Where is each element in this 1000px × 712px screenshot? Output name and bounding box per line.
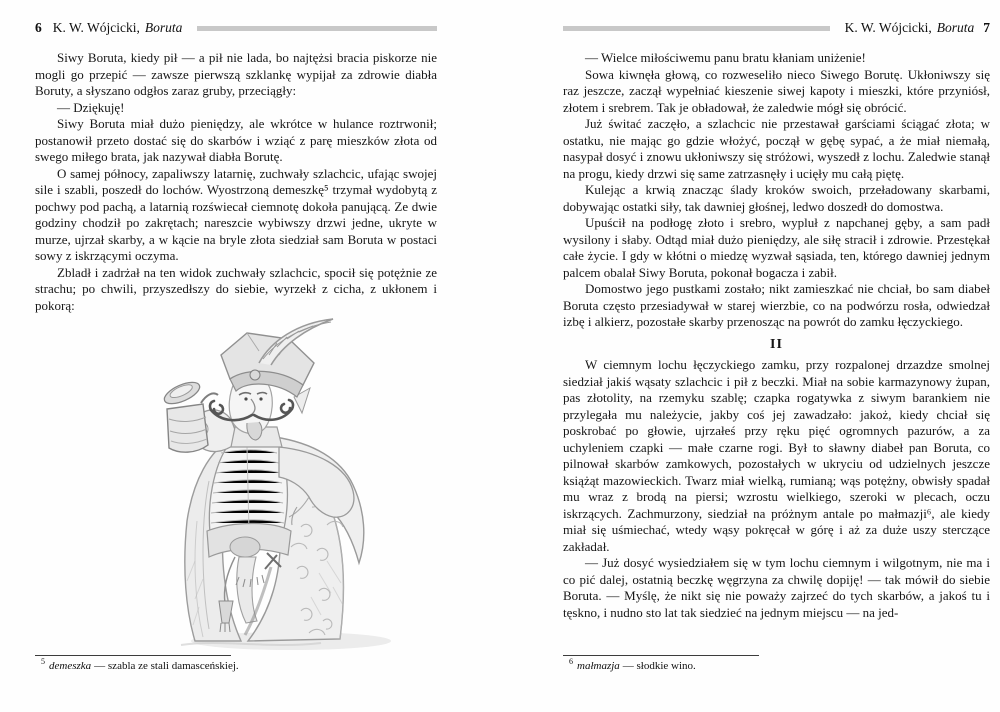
paragraph-dialogue: — Wielce miłościwemu panu bratu kłaniam uniżenie! [585,50,866,65]
page-left [35,0,437,712]
footnote-term: małmazja [577,660,620,672]
page-number-right: 7 [983,20,990,35]
footnote-rule [563,655,759,656]
footnote-definition: — słodkie wino. [622,660,696,672]
paragraph-dialogue: — Dziękuję! [57,99,125,115]
paragraph: O samej północy, zapaliwszy latarnię, zuchwały szlachcic, ufając swojej sile i szabli, poszedł do lochów. Wyostrzoną demeszkę⁵ trzymał wydobytą z pochwy pod pachą, a latarnią rozświecał ciemnotę dokoła panującą. Ze dwie godziny chodził po zakrętach; nareszcie wybiwszy drzwi jedne, ukryte w murze, ujrzał skarby, a w kącie na bryle złota siedział sam Boruta w postaci sowy z iskrzącymi oczyma. [35,165,437,263]
paragraph: Kulejąc a krwią znacząc ślady kroków swoich, przeładowany skarbami, dobywając ostatki siły, tak dawniej głośnej, ledwo doszedł do domostwa. [563,182,990,214]
paragraph: Zbladł i zadrżał na ten widok zuchwały szlachcic, spocił się potężnie ze strachu; po chwili, przyszedłszy do siebie, wyrzekł z cicha, z ukłonem i pokorą: [35,264,437,313]
page-number-left: 6 [35,20,42,35]
body-text-right [563,50,990,621]
footnote-marker: 6 [569,657,573,667]
footnote-term: demeszka [49,660,92,672]
footnote-text [563,657,759,673]
paragraph: Sowa kiwnęła głową, co rozweseliło nieco Siwego Borutę. Ukłoniwszy się raz jeszcze, zaczął wypełniać kieszenie siwej kapoty i mieszki, które przyniósł, złotem i srebrem. Tak je obładował, że zaledwie mógł się obrócić. [563,66,990,115]
nobleman-illustration [151,311,427,655]
footnote-text [35,657,239,673]
header-author: K. W. Wójcicki, [52,20,140,35]
page-right [563,0,990,712]
header-rule [197,26,437,31]
footnote-rule [35,655,231,656]
header-book-title: Boruta [936,20,975,35]
footnote-marker: 5 [41,657,45,667]
paragraph-dialogue: — Już dosyć wysiedziałem się w tym lochu ciemnym i wilgotnym, nie ma i co pić dalej, ostatnią beczkę węgrzyna za chwilę dopiję! — tak mówił do siebie Boruta. — Myślę, że nikt się nie poważy zajrzeć do tych skarbów, a jakoś tu i tęskno, i nudno sto lat tak siedzieć na jednym miejscu — na jed- [563,555,990,620]
page-header-right [563,20,990,36]
paragraph: Domostwo jego pustkami zostało; nikt zamieszkać nie chciał, bo sam diabeł Boruta często przesiadywał w starej wierzbie, co na podwórzu rosła, odwiedzał izbę i alkierz, pozostałe skarby przenosząc na powrót do zamku łęczyckiego. [563,281,990,329]
paragraph: W ciemnym lochu łęczyckiego zamku, przy rozpalonej drzazdze smolnej siedział jakiś wąsaty szlachcic i pił z beczki. Miał na sobie karmazynowy żupan, pas złotolity, na rzemyku szablę; czapka rogatywka z siwym barankiem nie przylegała mu należycie, jakby coś jej zawadzało: jakoż, kiedy chciał się poskrobać po głowie, ujrzałeś przy ręku pięć ogromnych pazurów, a za uchyleniem czapki — małe czarne rogi. Był to sławny diabeł pan Boruta, co pilnował skarbów zamkowych, pozostałych w ukryciu od udzielnych jeszcze książąt mazowieckich. Twarz miał wielką, rumianą; wąs potężny, obwisły spadał mu wraz z brodą na piersi; wzrostu wielkiego, szeroki w plecach, oczu iskrzących. Zachmurzony, siedział na próżnym antale po małmazji⁶, ale kiedy miał się uśmiechać, wtedy wąsy pokręcał w górę i aż za duże uszy sterczące zakładał. [563,357,990,554]
header-author: K. W. Wójcicki, [844,20,932,35]
paragraph: Siwy Boruta, kiedy pił — a pił nie lada, bo najtężsi bracia piskorze nie mogli go przepić — zawsze pierwszą szklankę wypijał za zdrowie diabła Boruty, a słyszano odgłos zaraz gruby, przeciągły: [35,50,437,98]
zupan-torso [209,439,287,533]
footnote-right [563,655,759,673]
section-heading: II [770,336,783,352]
paragraph: Siwy Boruta miał dużo pieniędzy, ale wkrótce w hulance roztrwonił; postanowił przeto dostać się do skarbów i wziąć z parę mieszków złota od swego miłego brata, jak nazywał diabła Borutę. [35,116,437,164]
paragraph: Upuścił na podłogę złoto i srebro, wypluł z napchanej gęby, a sam padł wysilony i słaby. Odtąd miał dużo pieniędzy, ale siłę stracił i zdrowie. Przestękał całe życie. I gdy w kłótni o miedzę wyzwał sąsiada, ten, którego dawniej jednym palcem obalał Siwy Boruta, pokonał bogacza i zabił. [563,215,990,280]
page-header-left [35,20,437,36]
footnote-left [35,655,239,673]
body-text-left [35,50,437,314]
header-book-title: Boruta [144,20,183,35]
paragraph: Już świtać zaczęło, a szlachcic nie przestawał garściami ściągać złota; w ostatku, nie mając go gdzie włożyć, począł w gębę sypać, a że miał niemałą, nasypał dosyć i znowu ukłoniwszy się stróżowi, wyszedł z lochu. Zaledwie stanął na progu, kiedy drzwi się same zatrzasnęły i ucięły mu całą piętę. [563,116,990,181]
header-rule [563,26,830,31]
footnote-definition: — szabla ze stali damasceńskiej. [94,660,239,672]
